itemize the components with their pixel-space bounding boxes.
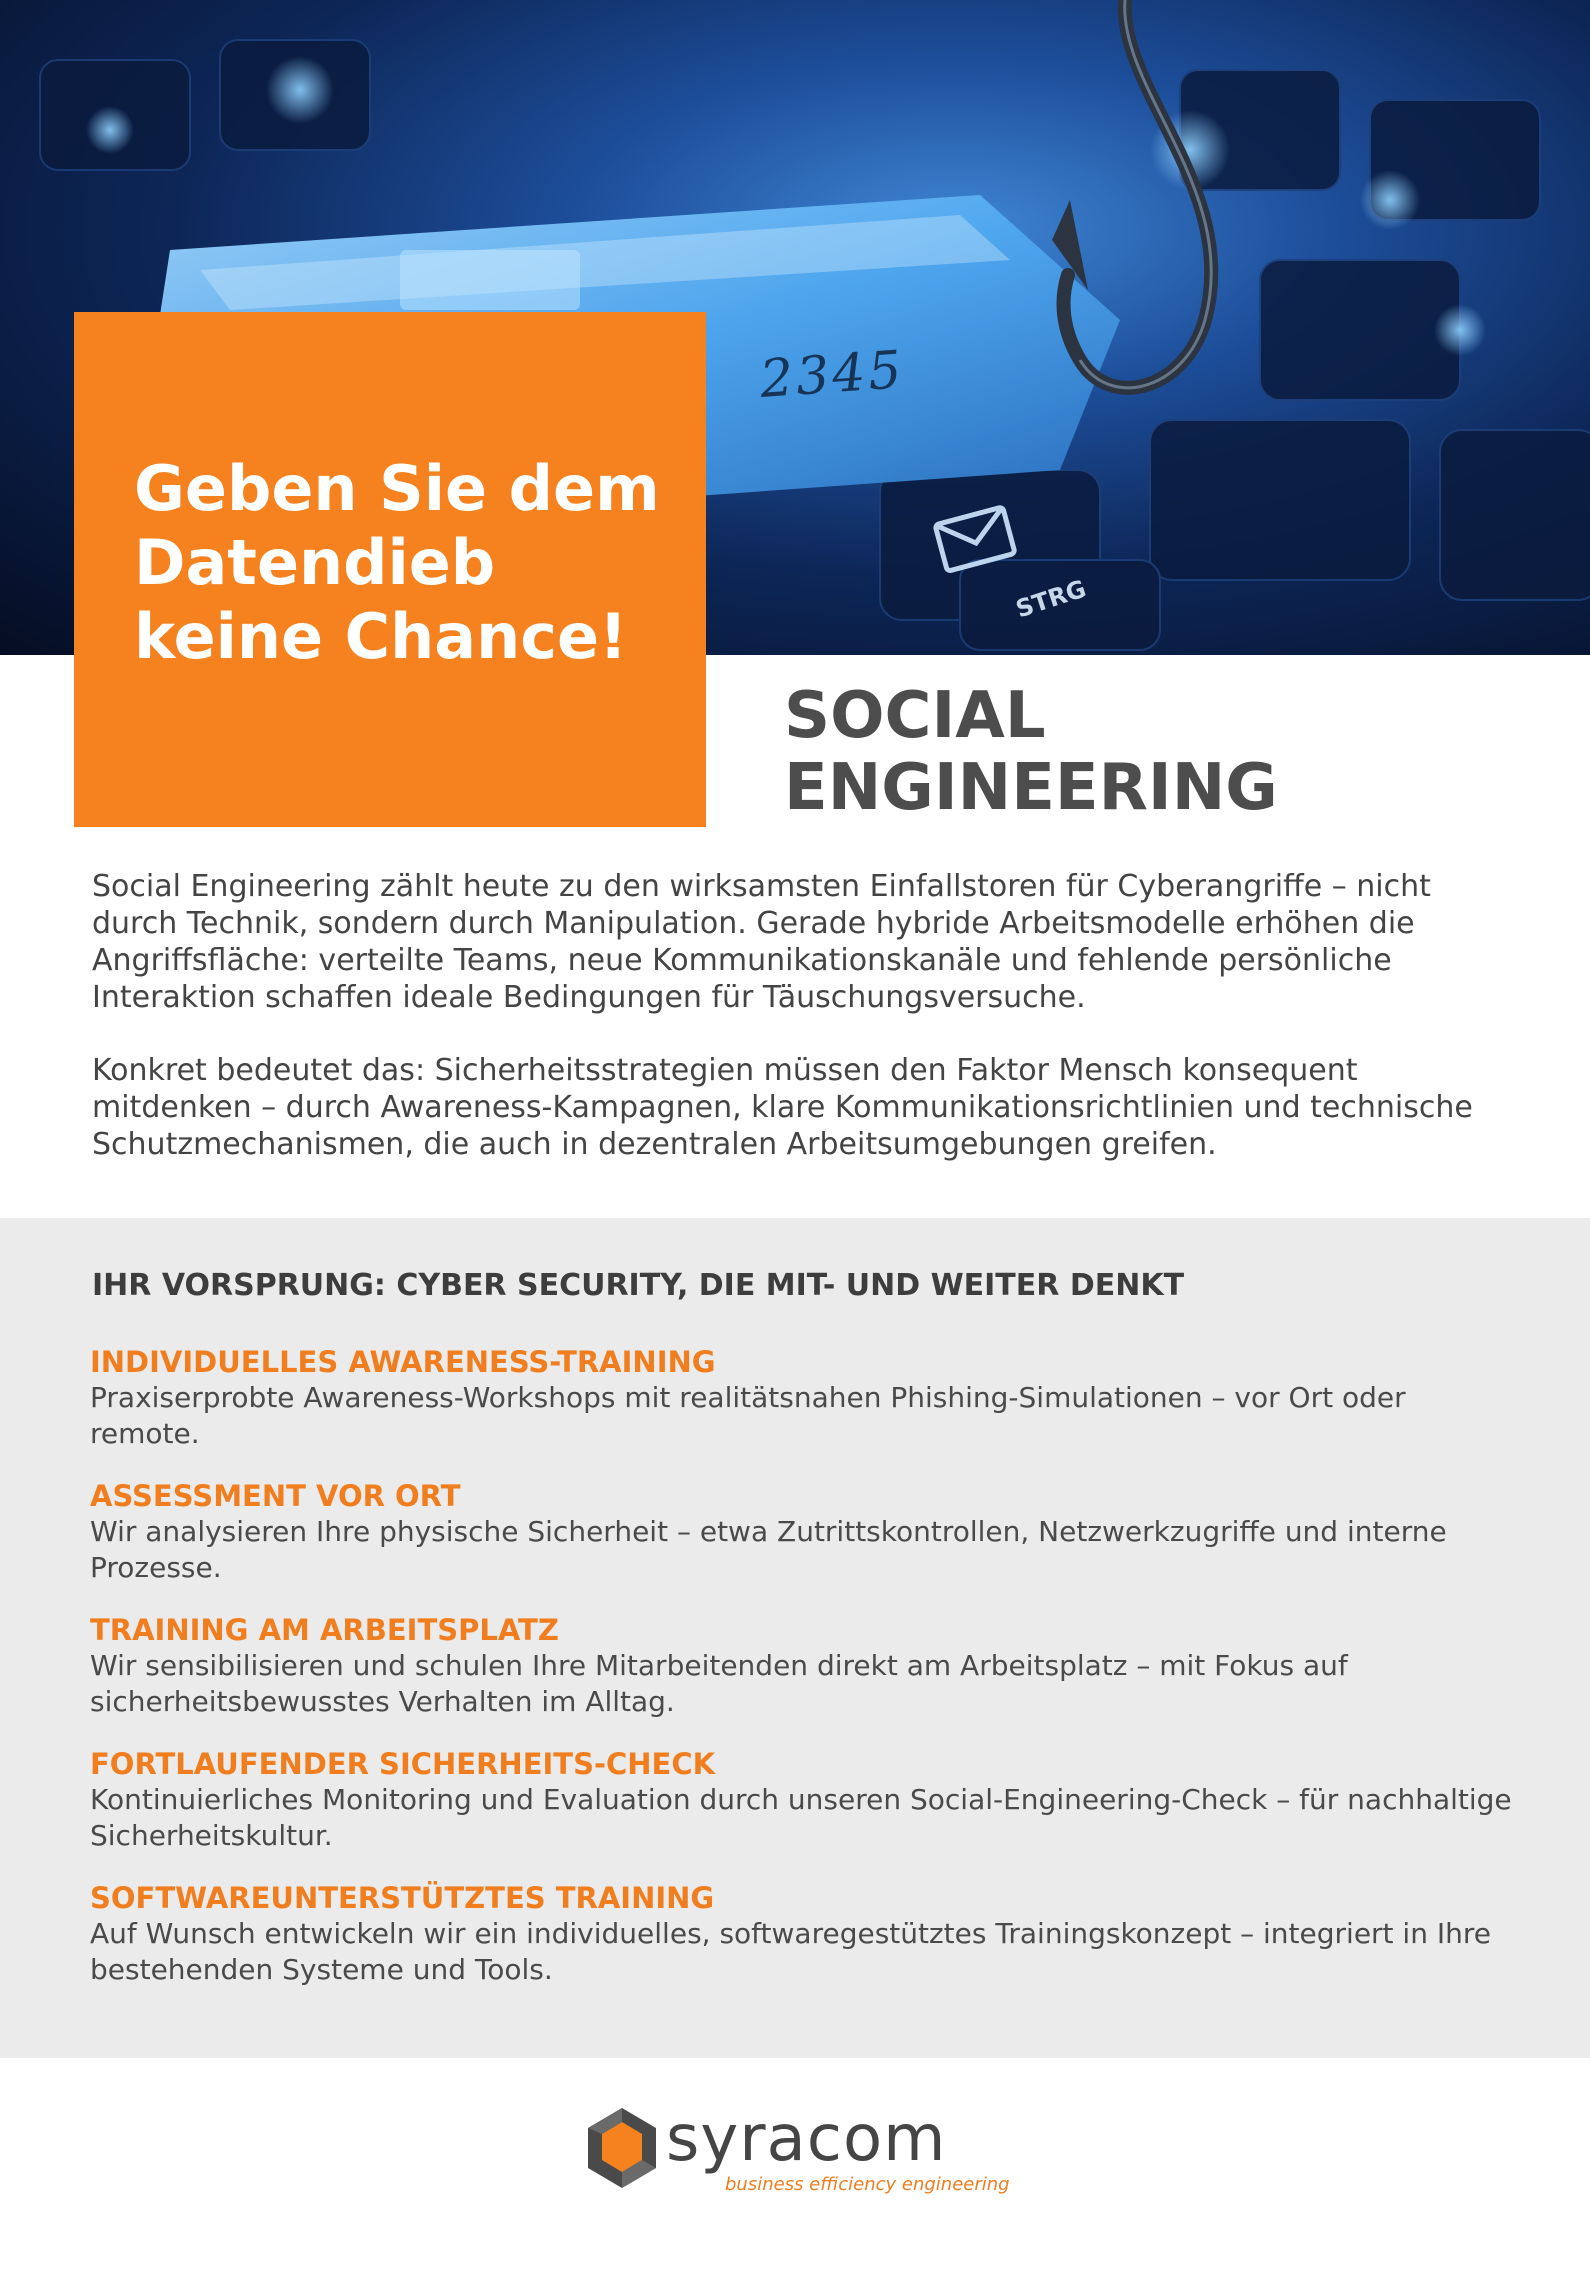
service-text: Auf Wunsch entwickeln wir ein individuelles, softwaregestütztes Trainingskonzept – integriert in Ihre bestehenden Systeme und Tools.: [90, 1917, 1491, 1986]
service-text: Praxiserprobte Awareness-Workshops mit realitätsnahen Phishing-Simulationen – vor Ort oder remote.: [90, 1381, 1406, 1450]
headline: Geben Sie dem Datendieb keine Chance!: [134, 452, 660, 673]
page-title: SOCIAL ENGINEERING: [784, 679, 1278, 825]
strg-key-label: STRG: [1012, 574, 1090, 624]
intro-paragraph: Konkret bedeutet das: Sicherheitsstrategien müssen den Faktor Mensch konsequent mitdenken – durch Awareness-Kampagnen, klare Kommunikationsrichtlinien und technische Schutzmechanismen, die auch in dezentralen Arbeitsumgebungen greifen.: [92, 1053, 1473, 1162]
card-number: 2345: [758, 340, 907, 410]
logo-tagline: business efficiency engineering: [725, 2174, 1010, 2195]
services-title: IHR VORSPRUNG: CYBER SECURITY, DIE MIT- UND WEITER DENKT: [92, 1268, 1185, 1303]
service-heading: SOFTWAREUNTERSTÜTZTES TRAINING: [90, 1881, 715, 1915]
hexagon-logo-icon: [582, 2104, 662, 2194]
service-text: Kontinuierliches Monitoring und Evaluation durch unseren Social-Engineering-Check – für nachhaltige Sicherheitskultur.: [90, 1783, 1512, 1852]
service-item: [90, 1880, 1520, 1988]
service-list: [90, 1344, 1520, 2014]
intro-paragraph: Social Engineering zählt heute zu den wirksamsten Einfallstoren für Cyberangriffe – nicht durch Technik, sondern durch Manipulation. Gerade hybride Arbeitsmodelle erhöhen die Angriffsfläche: verteilte Teams, neue Kommunikationskanäle und fehlende persönliche Interaktion schaffen ideale Bedingungen für Täuschungsversuche.: [92, 869, 1431, 1015]
service-heading: ASSESSMENT VOR ORT: [90, 1479, 461, 1513]
intro-text: [92, 868, 1522, 1199]
service-item: [90, 1612, 1520, 1720]
service-item: [90, 1746, 1520, 1854]
service-heading: TRAINING AM ARBEITSPLATZ: [90, 1613, 559, 1647]
logo-wordmark: syracom: [666, 2102, 947, 2176]
service-heading: INDIVIDUELLES AWARENESS-TRAINING: [90, 1345, 716, 1379]
services-section: [0, 1218, 1590, 2058]
service-text: Wir analysieren Ihre physische Sicherheit – etwa Zutrittskontrollen, Netzwerkzugriffe und interne Prozesse.: [90, 1515, 1447, 1584]
service-item: [90, 1478, 1520, 1586]
company-logo: [578, 2100, 1018, 2210]
service-item: [90, 1344, 1520, 1452]
headline-box: [74, 312, 706, 827]
service-heading: FORTLAUFENDER SICHERHEITS-CHECK: [90, 1747, 716, 1781]
service-text: Wir sensibilisieren und schulen Ihre Mitarbeitenden direkt am Arbeitsplatz – mit Fokus auf sicherheitsbewusstes Verhalten im Alltag.: [90, 1649, 1348, 1718]
